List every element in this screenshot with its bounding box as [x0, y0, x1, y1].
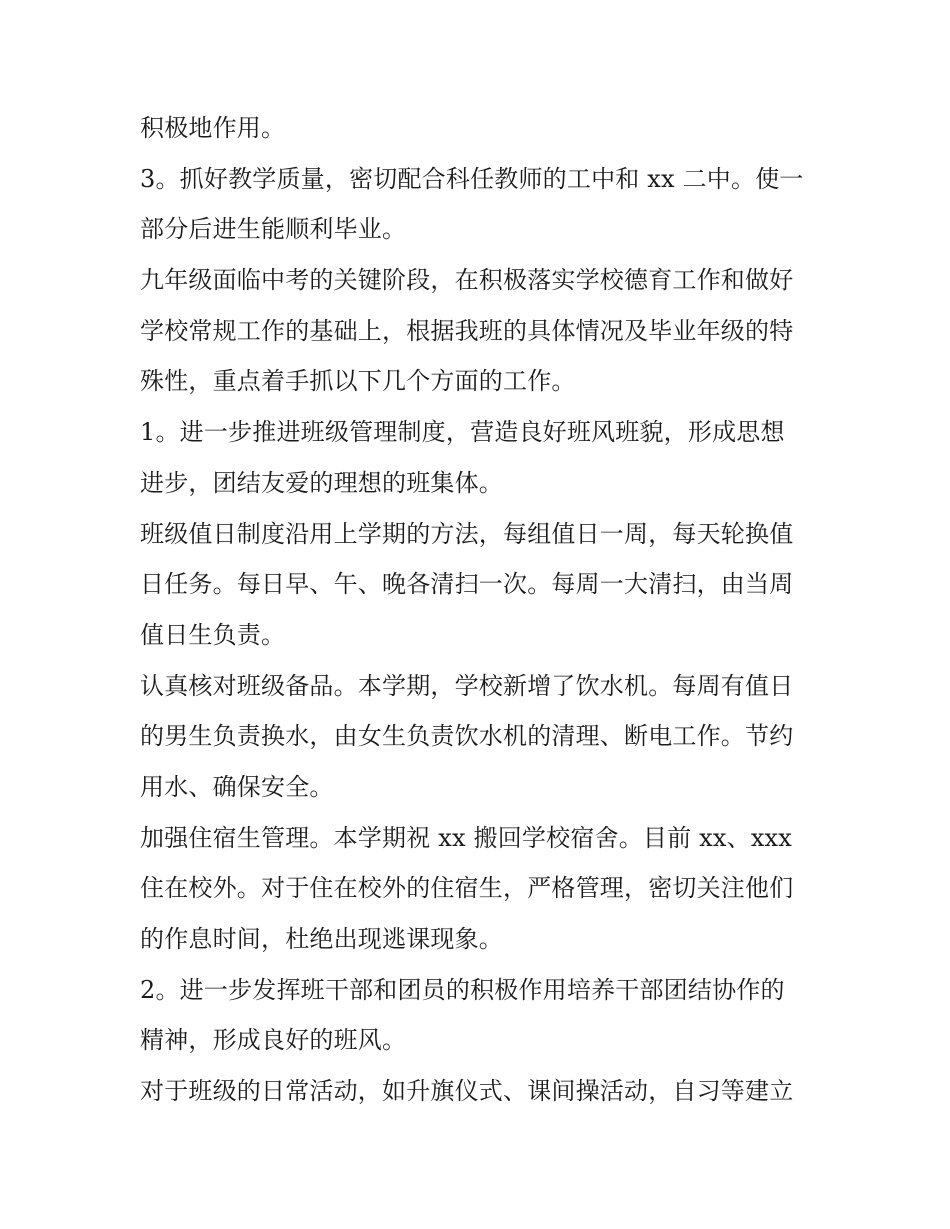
text-line: 2。进一步发挥班干部和团员的积极作用培养干部团结协作的: [140, 975, 785, 1004]
text-line: 对于班级的日常活动，如升旗仪式、课间操活动，自习等建立: [140, 1077, 794, 1106]
text-line: 精神，形成良好的班风。: [140, 1026, 407, 1055]
text-line: 班级值日制度沿用上学期的方法，每组值日一周，每天轮换值: [140, 519, 794, 548]
text-line: 学校常规工作的基础上，根据我班的具体情况及毕业年级的特: [140, 316, 794, 345]
text-line: 日任务。每日早、午、晚各清扫一次。每周一大清扫，由当周: [140, 570, 794, 599]
text-line: 3。抓好教学质量，密切配合科任教师的工中和 xx 二中。使一: [140, 164, 804, 193]
text-line: 用水、确保安全。: [140, 772, 334, 801]
text-line: 积极地作用。: [140, 114, 286, 142]
text-line: 值日生负责。: [140, 620, 286, 649]
text-line: 1。进一步推进班级管理制度，营造良好班风班貌，形成思想: [140, 418, 785, 447]
text-line: 部分后进生能顺利毕业。: [140, 215, 407, 244]
text-line: 进步，团结友爱的理想的班集体。: [140, 468, 503, 497]
text-line: 九年级面临中考的关键阶段，在积极落实学校德育工作和做好: [140, 266, 794, 295]
text-line: 的作息时间，杜绝出现逃课现象。: [140, 925, 503, 953]
text-line: 加强住宿生管理。本学期祝 xx 搬回学校宿舍。目前 xx、xxx: [140, 823, 793, 852]
text-line: 住在校外。对于住在校外的住宿生，严格管理，密切关注他们: [140, 874, 794, 903]
document-body: [140, 103, 820, 1117]
text-line: 的男生负责换水，由女生负责饮水机的清理、断电工作。节约: [140, 722, 794, 751]
text-line: 认真核对班级备品。本学期，学校新增了饮水机。每周有值日: [140, 671, 794, 700]
text-line: 殊性，重点着手抓以下几个方面的工作。: [140, 367, 576, 396]
